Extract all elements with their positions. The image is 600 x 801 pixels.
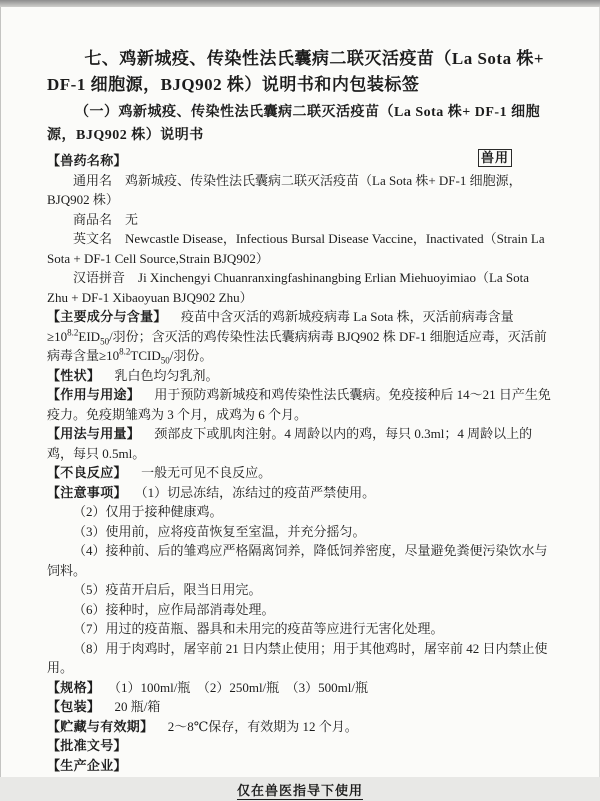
section-drug-name-heading	[47, 151, 553, 171]
section-composition	[47, 307, 553, 366]
trade-name-value: 无	[125, 211, 139, 227]
manufacturer-heading: 【生产企业】	[47, 757, 127, 773]
english-name-label: 英文名	[73, 231, 113, 246]
generic-name-value: 鸡新城疫、传染性法氏囊病二联灭活疫苗（La Sota 株+ DF-1 细胞源，BJQ902 株）	[47, 172, 522, 207]
description-text: 乳白色均匀乳剂。	[114, 367, 219, 383]
section-packaging	[47, 697, 553, 717]
field-trade-name	[47, 210, 553, 230]
english-name-value: Newcastle Disease，Infectious Bursal Disease Vaccine，Inactivated（Strain La Sota + DF-1 Cell Source,Strain BJQ902）	[47, 231, 545, 266]
document-body	[47, 151, 553, 801]
footer-notice	[47, 781, 553, 801]
section-precautions	[47, 483, 553, 503]
section-approval-number	[47, 736, 553, 756]
precaution-item: （2）仅用于接种健康鸡。	[73, 504, 223, 519]
composition-text-2: /羽份；含灭活的鸡传染性法氏囊病病毒 BJQ902 株 DF-1 细胞适应毒，灭活前病毒含量≥10	[47, 328, 547, 363]
approval-number-heading: 【批准文号】	[47, 738, 127, 753]
section-specification	[47, 678, 553, 698]
drug-name-heading: 【兽药名称】	[47, 153, 127, 168]
precaution-item: （5）疫苗开启后，限当日用完。	[73, 582, 262, 597]
section-manufacturer	[47, 756, 553, 776]
pinyin-name-label: 汉语拼音	[73, 270, 126, 285]
composition-subscript-2: 50	[160, 355, 170, 366]
scan-top-edge	[0, 0, 600, 7]
section-adverse-reactions	[47, 463, 553, 483]
description-heading: 【性状】	[47, 367, 101, 383]
section-storage	[47, 717, 553, 737]
specification-heading: 【规格】	[47, 679, 101, 695]
section-indications	[47, 385, 553, 424]
indications-heading: 【作用与用途】	[47, 387, 141, 402]
field-english-name	[47, 229, 553, 268]
precaution-item: （4）接种前、后的雏鸡应严格隔离饲养，降低饲养密度，尽量避免粪便污染饮水与饲料。	[47, 543, 548, 578]
composition-subscript-1: 50	[100, 336, 110, 347]
composition-heading: 【主要成分与含量】	[47, 309, 167, 324]
field-generic-name	[47, 171, 553, 210]
composition-text-3: /羽份。	[169, 348, 213, 363]
precaution-item: （6）接种时，应作局部消毒处理。	[73, 601, 275, 617]
composition-text: 疫苗中含灭活的鸡新城疫病毒 La Sota 株，灭活前病毒含量≥10	[47, 309, 514, 344]
trade-name-label: 商品名	[73, 211, 113, 227]
composition-exponent-1: 8.2	[67, 327, 79, 338]
dosage-heading: 【用法与用量】	[47, 426, 141, 441]
adverse-reactions-heading: 【不良反应】	[47, 465, 127, 480]
indications-text: 用于预防鸡新城疫和鸡传染性法氏囊病。免疫接种后 14～21 日产生免疫力。免疫期雏鸡为 3 个月，成鸡为 6 个月。	[47, 387, 551, 422]
composition-unit-1: EID	[78, 328, 101, 344]
section-description	[47, 366, 553, 386]
precaution-item: （7）用过的疫苗瓶、器具和未用完的疫苗等应进行无害化处理。	[73, 621, 444, 636]
packaging-text: 20 瓶/箱	[114, 699, 161, 714]
field-pinyin-name	[47, 268, 553, 307]
storage-text: 2～8℃保存，有效期为 12 个月。	[167, 718, 358, 734]
document-subtitle: （一）鸡新城疫、传染性法氏囊病二联灭活疫苗（La Sota 株+ DF-1 细胞源，BJQ902 株）说明书	[47, 105, 541, 143]
specification-text: （1）100ml/瓶 （2）250ml/瓶 （3）500ml/瓶	[114, 679, 369, 695]
composition-unit-2: TCID	[130, 348, 161, 363]
precaution-item: （3）使用前，应将疫苗恢复至室温，并充分摇匀。	[73, 523, 366, 539]
precaution-item: （8）用于肉鸡时，屠宰前 21 日内禁止使用；用于其他鸡时，屠宰前 42 日内禁止使用。	[47, 640, 548, 675]
dosage-text: 颈部皮下或肌肉注射。4 周龄以内的鸡，每只 0.3ml；4 周龄以上的鸡，每只 0.5ml。	[47, 426, 533, 461]
section-dosage	[47, 424, 553, 463]
adverse-reactions-text: 一般无可见不良反应。	[141, 465, 272, 480]
footer-notice-text: 仅在兽医指导下使用	[236, 783, 363, 798]
precautions-heading: 【注意事项】	[47, 484, 127, 500]
composition-exponent-2: 8.2	[119, 346, 131, 357]
pinyin-name-value: Ji Xinchengyi Chuanranxingfashinangbing Erlian Miehuoyimiao（La Sota Zhu + DF-1 Xibaoyuan BJQ902 Zhu）	[47, 270, 530, 305]
document-title: 七、鸡新城疫、传染性法氏囊病二联灭活疫苗（La Sota 株+ DF-1 细胞源，BJQ902 株）说明书和内包装标签	[47, 49, 545, 94]
storage-heading: 【贮藏与有效期】	[47, 718, 154, 734]
generic-name-label: 通用名	[73, 172, 113, 188]
precaution-item: （1）切忌冻结，冻结过的疫苗严禁使用。	[141, 484, 376, 500]
veterinary-use-badge: 兽用	[478, 149, 512, 167]
packaging-heading: 【包装】	[47, 699, 101, 714]
